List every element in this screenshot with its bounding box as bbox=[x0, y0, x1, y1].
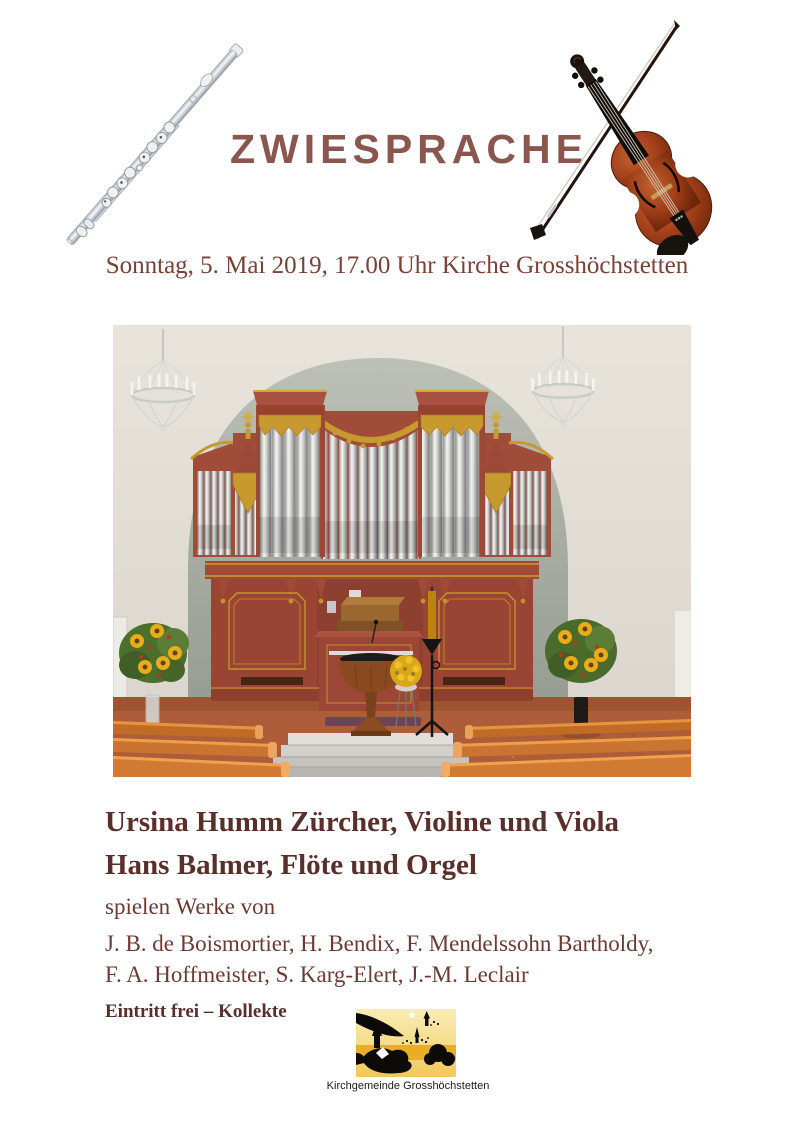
composers-block bbox=[105, 928, 653, 990]
composer-line: F. A. Hoffmeister, S. Karg-Elert, J.-M. Leclair bbox=[105, 962, 529, 987]
pews-right bbox=[441, 719, 691, 777]
flute-image bbox=[38, 24, 253, 249]
church-interior-organ-photo bbox=[113, 325, 691, 777]
title-initial: Z bbox=[230, 126, 261, 172]
performer-line: Hans Balmer, Flöte und Orgel bbox=[105, 849, 477, 881]
violin-with-bow-image bbox=[500, 10, 760, 255]
title-rest: WIESPRACHE bbox=[260, 126, 588, 172]
composer-line: J. B. de Boismortier, H. Bendix, F. Mendelssohn Bartholdy, bbox=[105, 931, 654, 956]
parish-logo bbox=[356, 1009, 456, 1077]
performers-block bbox=[105, 801, 619, 887]
violin-body bbox=[531, 28, 739, 255]
program-intro: spielen Werke von bbox=[105, 894, 276, 919]
admission-note: Eintritt frei – Kollekte bbox=[105, 1001, 287, 1022]
organizer-caption: Kirchgemeinde Grosshöchstetten bbox=[326, 1080, 490, 1092]
event-date-line: Sonntag, 5. Mai 2019, 17.00 Uhr Kirche Grosshöchstetten bbox=[105, 252, 689, 279]
performer-line: Ursina Humm Zürcher, Violine und Viola bbox=[105, 806, 620, 838]
